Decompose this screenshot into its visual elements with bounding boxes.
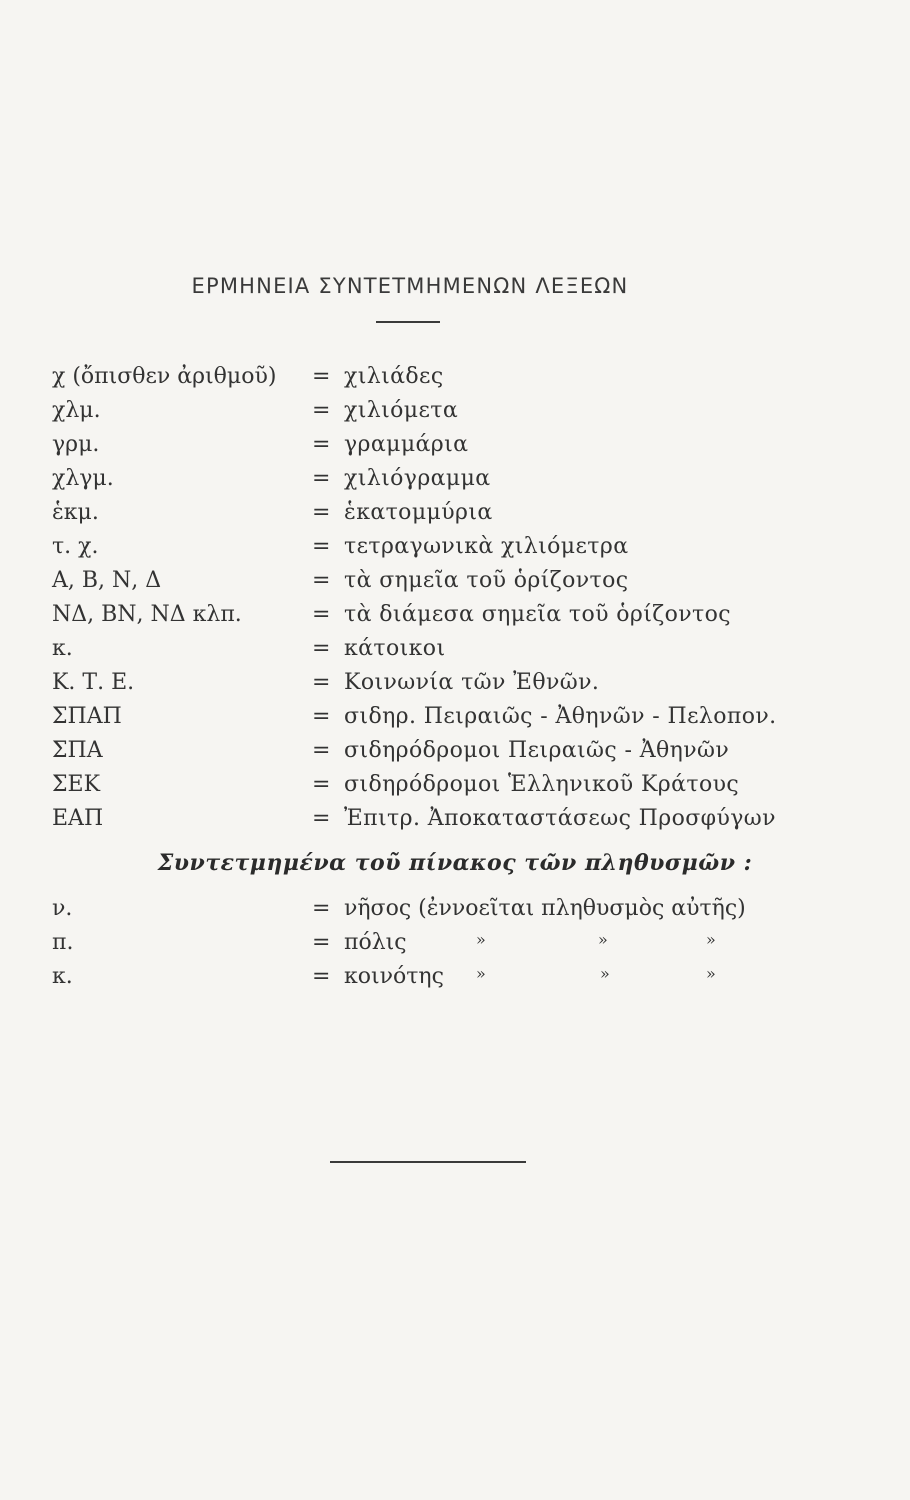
abbreviation: π. (52, 930, 74, 955)
abbreviation: ἑκμ. (52, 500, 99, 525)
meaning: τὰ σημεῖα τοῦ ὁρίζοντος (344, 568, 629, 593)
equals-sign: = (312, 896, 331, 921)
abbreviation-row (0, 364, 910, 400)
meaning: ἑκατομμύρια (344, 500, 493, 525)
abbreviation: κ. (52, 964, 73, 989)
meaning: νῆσος (ἐννοεῖται πληθυσμὸς αὐτῆς) (344, 896, 746, 921)
meaning: τετραγωνικὰ χιλιόμετρα (344, 534, 629, 559)
abbreviation: Κ. Τ. Ε. (52, 670, 135, 695)
abbreviation: τ. χ. (52, 534, 99, 559)
abbreviation: ΣΠΑΠ (52, 704, 122, 729)
meaning: πόλις (344, 930, 407, 955)
equals-sign: = (312, 602, 331, 627)
abbreviation-row (0, 704, 910, 740)
abbreviation: ΣΕΚ (52, 772, 101, 797)
ditto-mark: » (706, 964, 716, 983)
equals-sign: = (312, 738, 331, 763)
meaning: γραμμάρια (344, 432, 469, 457)
ditto-mark: » (600, 964, 610, 983)
abbreviation: γρμ. (52, 432, 100, 457)
equals-sign: = (312, 432, 331, 457)
meaning: σιδηρόδρομοι Πειραιῶς - Ἀθηνῶν (344, 738, 730, 763)
equals-sign: = (312, 568, 331, 593)
abbreviation-row (0, 398, 910, 434)
equals-sign: = (312, 964, 331, 989)
abbreviation: Α, Β, Ν, Δ (52, 568, 162, 593)
abbreviation-row (0, 500, 910, 536)
equals-sign: = (312, 534, 331, 559)
abbreviation: χ (ὄπισθεν ἀριθμοῦ) (52, 364, 277, 389)
equals-sign: = (312, 806, 331, 831)
bottom-divider (330, 1161, 526, 1163)
abbreviation-row (0, 568, 910, 604)
abbreviation: ΝΔ, ΒΝ, ΝΔ κλπ. (52, 602, 242, 627)
abbreviation-row (0, 636, 910, 672)
meaning: χιλιάδες (344, 364, 444, 389)
abbreviation: κ. (52, 636, 73, 661)
abbreviation-row (0, 806, 910, 842)
equals-sign: = (312, 930, 331, 955)
abbreviation: ΣΠΑ (52, 738, 103, 763)
abbreviation-row (0, 534, 910, 570)
abbreviation-row (0, 772, 910, 808)
abbreviation-row (0, 432, 910, 468)
equals-sign: = (312, 636, 331, 661)
abbreviation-row (0, 670, 910, 706)
title-divider (376, 321, 440, 323)
meaning: Ἐπιτρ. Ἀποκαταστάσεως Προσφύγων (344, 806, 776, 831)
abbreviation: ν. (52, 896, 73, 921)
equals-sign: = (312, 364, 331, 389)
abbreviation-row (0, 602, 910, 638)
meaning: σιδηρ. Πειραιῶς - Ἀθηνῶν - Πελοπον. (344, 704, 777, 729)
meaning: Κοινωνία τῶν Ἐθνῶν. (344, 670, 600, 695)
page-title: ΕΡΜΗΝΕΙΑ ΣΥΝΤΕΤΜΗΜΕΝΩΝ ΛΕΞΕΩΝ (191, 274, 629, 298)
equals-sign: = (312, 704, 331, 729)
equals-sign: = (312, 398, 331, 423)
abbreviation-row (0, 466, 910, 502)
ditto-mark: » (598, 930, 608, 949)
meaning: χιλιόμετα (344, 398, 459, 423)
abbreviation: ΕΑΠ (52, 806, 104, 831)
equals-sign: = (312, 466, 331, 491)
population-abbreviation-row (0, 930, 910, 966)
meaning: τὰ διάμεσα σημεῖα τοῦ ὁρίζοντος (344, 602, 731, 627)
abbreviation-row (0, 738, 910, 774)
population-heading: Συντετμημένα τοῦ πίνακος τῶν πληθυσμῶν : (157, 850, 753, 876)
meaning: χιλιόγραμμα (344, 466, 491, 491)
meaning: κοινότης (344, 964, 444, 989)
ditto-mark: » (706, 930, 716, 949)
abbreviation: χλγμ. (52, 466, 114, 491)
ditto-mark: » (476, 930, 486, 949)
ditto-mark: » (476, 964, 486, 983)
abbreviation: χλμ. (52, 398, 101, 423)
meaning: σιδηρόδρομοι Ἑλληνικοῦ Κράτους (344, 772, 740, 797)
population-abbreviation-row (0, 896, 910, 932)
equals-sign: = (312, 670, 331, 695)
equals-sign: = (312, 772, 331, 797)
meaning: κάτοικοι (344, 636, 446, 661)
equals-sign: = (312, 500, 331, 525)
population-abbreviation-row (0, 964, 910, 1000)
